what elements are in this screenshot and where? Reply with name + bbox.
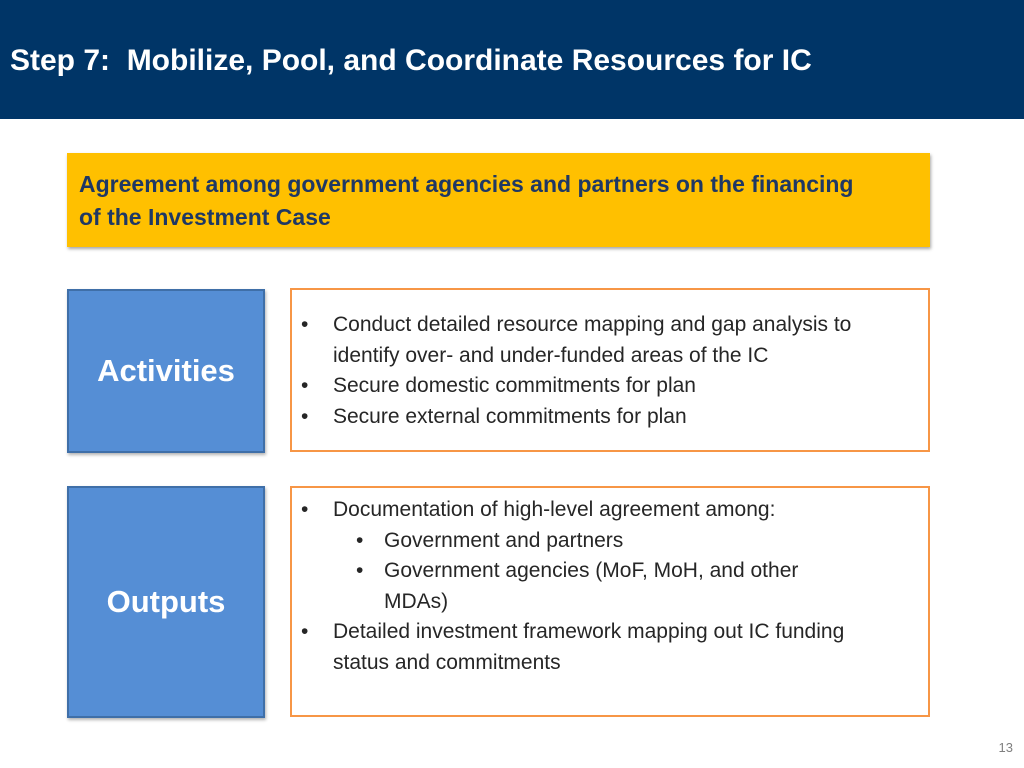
- objective-text: Agreement among government agencies and partners on the financing of the Investment Case: [79, 171, 854, 230]
- activity-item: • Conduct detailed resource mapping and gap analysis to identify over- and under-funded areas of the IC: [292, 310, 893, 371]
- slide-title: Step 7: Mobilize, Pool, and Coordinate Resources for IC: [10, 44, 812, 77]
- page-number: 13: [998, 740, 1013, 755]
- output-subitem: • Government and partners: [333, 526, 854, 557]
- activities-list-box: [290, 288, 930, 452]
- objective-box: [67, 153, 930, 247]
- outputs-label-box: [67, 486, 265, 718]
- output-item-text: Documentation of high-level agreement among:: [333, 498, 776, 521]
- title-bar: [0, 0, 1024, 119]
- activity-item: • Secure external commitments for plan: [292, 402, 893, 433]
- output-item: [292, 495, 893, 617]
- activities-label-box: [67, 289, 265, 453]
- output-item-text: Detailed investment framework mapping out IC funding status and commitments: [333, 620, 845, 674]
- activity-item: • Secure domestic commitments for plan: [292, 371, 893, 402]
- outputs-label: Outputs: [106, 584, 226, 619]
- output-subitem: • Government agencies (MoF, MoH, and other MDAs): [333, 556, 854, 617]
- outputs-list: [292, 495, 928, 679]
- output-item: [292, 617, 893, 678]
- outputs-list-box: [290, 486, 930, 717]
- activities-label: Activities: [97, 353, 235, 388]
- activities-list: [292, 310, 928, 432]
- output-sublist: [333, 526, 893, 618]
